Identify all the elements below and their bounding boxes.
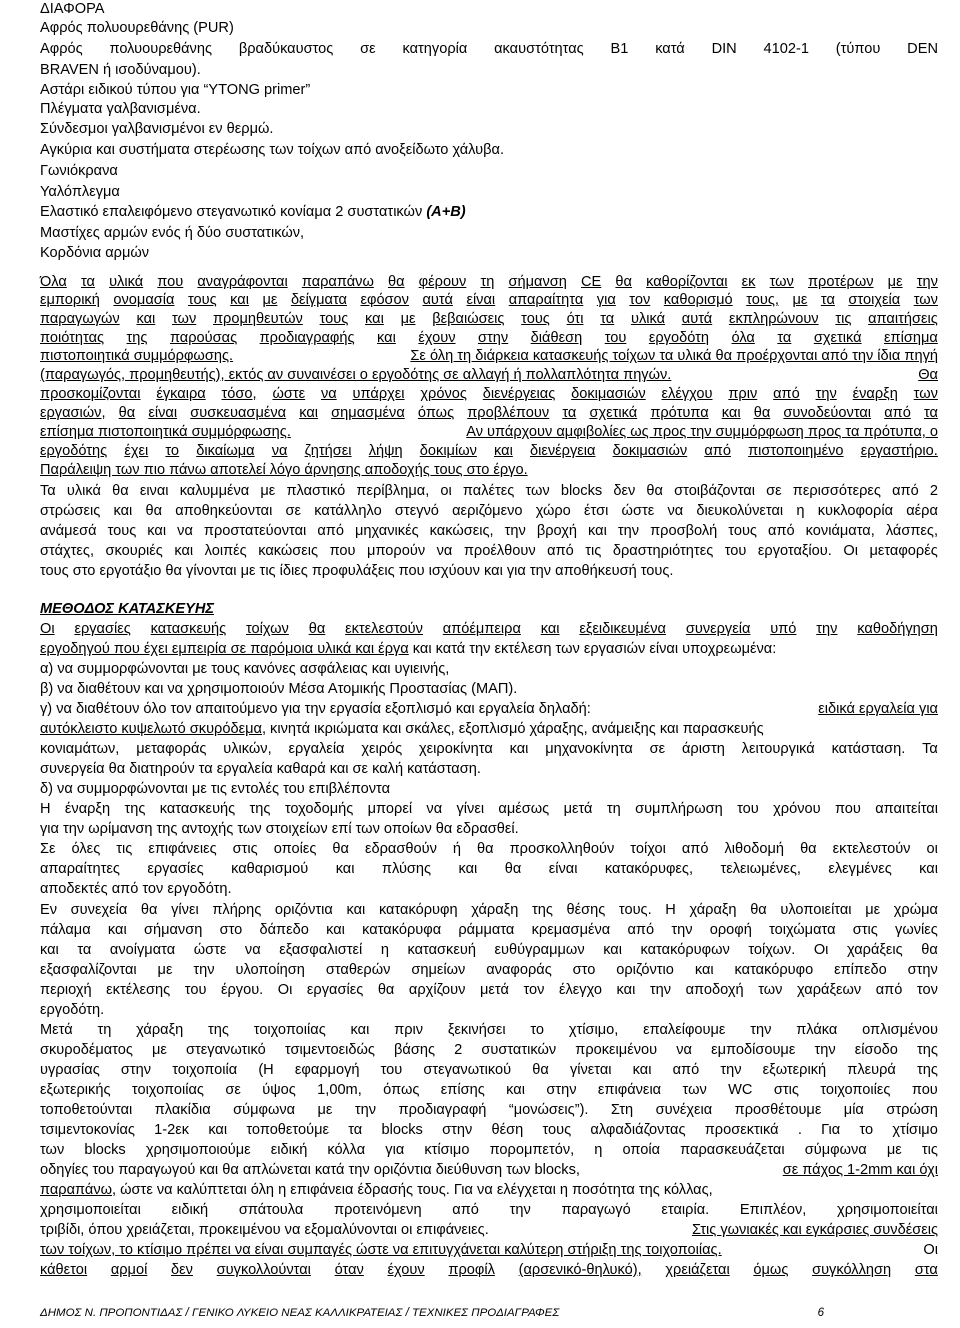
method-line: Η έναρξη της κατασκευής της τοχοδομής μπορεί να γίνει αμέσως μετά τη συμπλήρωση του χρόνου που απαιτείται [40,801,938,817]
material-item: Αφρός πολυουρεθάνης (PUR) [40,20,234,36]
method-line: αυτόκλειστο κυψελωτό σκυρόδεμα, κινητά ικριώματα και σκάλες, εξοπλισμό χάραξης, ανάμειξης και παρασκευής [40,721,764,737]
packaging-line: στρώσεις και θα αποθηκεύονται σε κατάλληλο στεγνό αεριζόμενο χώρο έτσι ώστε να διευκολύνεται η κυκλοφορία αέρα [40,503,938,519]
material-item [40,203,466,222]
method-line: οδηγίες του παραγωγού και θα απλώνεται κατά την οριζόντια διεύθυνση των blocks, σε πάχος 1-2mm και όχι [40,1162,938,1178]
material-item: Αστάρι ειδικού τύπου για “YTONG primer” [40,82,311,98]
footer-text: ΔΗΜΟΣ Ν. ΠΡΟΠΟΝΤΙΔΑΣ / ΓΕΝΙΚΟ ΛΥΚΕΙΟ ΝΕΑΣ ΚΑΛΛΙΚΡΑΤΕΙΑΣ / ΤΕΧΝΙΚΕΣ ΠΡΟΔΙΑΓΡΑΦΕΣ [40,1307,560,1319]
section-heading-diafora: ΔΙΑΦΟΡΑ [40,1,105,17]
method-line: εξασφαλίζονται με την υλοποίηση σταθερών σημείων αναφοράς στο οριζόντιο και κατακόρυφο επίπεδο στην [40,962,938,978]
method-line: Εν συνεχεία θα γίνει πλήρης οριζόντια και κατακόρυφη χάραξη της θέσης τους. Η χάραξη θα υλοποιείται με χρώμα [40,902,938,918]
method-line: περιοχή εκτέλεσης του έργου. Οι εργασίες θα αρχίζουν μετά τον έλεγχο και την αποδοχή των χαράξεων από τον [40,982,938,998]
cert-line: προσκομίζονται έγκαιρα τόσο, ώστε να υπάρχει χρόνος διενέργειας δοκιμασιών ελέγχου πριν από την έναρξη των [40,386,938,402]
method-line: παραπάνω, ώστε να καλύπτεται όλη η επιφάνεια έδρασής τους. Για να ελέγχεται η ποσότητα της κόλλας, [40,1182,713,1198]
packaging-line: Τα υλικά θα ειναι καλυμμένα με πλαστικό περίβλημα, οι παλέτες των blocks δεν θα στοιβάζονται σε περισσότερες από 2 [40,483,938,499]
packaging-line: στάχτες, σκουριές και λοιπές κακώσεις που μπορούν να προέλθουν από τις δραστηριότητες του εργοταξίου. Οι μεταφορές [40,543,938,559]
cert-line: ποιότητας της παρούσας προδιαγραφής και έχουν στην διάθεση του εργοδότη όλα τα σχετικά επίσημα [40,330,938,346]
method-line: των τοίχων, το κτίσιμο πρέπει να είναι συμπαγές ώστε να επιτυγχάνεται καλύτερη στήριξη της τοιχοποιίας. Οι [40,1242,938,1258]
cert-line: (παραγωγός, προμηθευτής), εκτός αν συναινέσει ο εργοδότης σε αλλαγή ή πολλαπλότητα πηγών. Θα [40,367,938,383]
method-line: β) να διαθέτουν και να χρησιμοποιούν Μέσα Ατομικής Προστασίας (ΜΑΠ). [40,681,518,697]
method-line: Σε όλες τις επιφάνειες στις οποίες θα εδρασθούν ή θα προσκολληθούν τοίχοι από λιθοδομή θα εκτελεστούν οι [40,841,938,857]
cert-line: εμπορική ονομασία τους και με δείγματα εφόσον αυτά είναι απαραίτητα για τον καθορισμό τους, με τα στοιχεία των [40,292,938,308]
material-item: Σύνδεσμοι γαλβανισμένοι εν θερμώ. [40,121,274,137]
method-line: χρησιμοποιείται ειδική σπάτουλα προτεινόμενη από την παραγωγό εταιρία. Επιπλέον, χρησιμοποιείται [40,1202,938,1218]
method-line: πάλαμα και σήμανση στο δάπεδο και κατακόρυφα ράμματα κρεμασμένα από την οροφή τοιχώματα στις γωνίες [40,922,938,938]
material-components: (A+B) [426,204,466,220]
method-line: και τα ανοίγματα ώστε να εξασφαλιστεί η κατασκευή ευθύγραμμων και κατακόρυφων τοίχων. Οι χαράξεις θα [40,942,938,958]
method-line: απαραίτητες εργασίες καθαρισμού και πλύσης και θα είναι κατακόρυφες, τελειωμένες, ελεγμένες και [40,861,938,877]
method-line: των blocks χρησιμοποιούμε ειδική κόλλα για κτίσιμο πορομπετόν, η οποία παρασκευάζεται σύμφωνα με τις [40,1142,938,1158]
material-item: Μαστίχες αρμών ενός ή δύο συστατικών, [40,225,305,241]
cert-line: Παράλειψη των πιο πάνω αποτελεί λόγο άρνησης αποδοχής τους στο έργο. [40,462,528,478]
method-line: κάθετοι αρμοί δεν συγκολλούνται όταν έχουν προφίλ (αρσενικό-θηλυκό), χρειάζεται όμως συγκόλληση στα [40,1262,938,1278]
cert-line: πιστοποιητικά συμμόρφωσης. Σε όλη τη διάρκεια κατασκευής τοίχων τα υλικά θα προέρχονται από την ίδια πηγή [40,348,938,364]
method-line: Οι εργασίες κατασκευής τοίχων θα εκτελεστούν απόέμπειρα και εξειδικευμένα συνεργεία υπό την καθοδήγηση [40,621,938,637]
material-item: Αγκύρια και συστήματα στερέωσης των τοίχων από ανοξείδωτο χάλυβα. [40,142,504,158]
method-line: δ) να συμμορφώνονται με τις εντολές του επιβλέποντα [40,781,391,797]
page-footer [40,1307,938,1319]
method-line: αποδεκτές από τον εργοδότη. [40,881,232,897]
packaging-line: ανάμεσά τους και να προστατεύονται από μηχανικές κακώσεις, την βροχή και την προσβολή τους από κονιάματα, λάσπες, [40,523,938,539]
material-item: BRAVEN ή ισοδύναμου). [40,62,201,78]
material-item: Αφρός πολυουρεθάνης βραδύκαυστος σε κατηγορία ακαυστότητας B1 κατά DIN 4102-1 (τύπου DEN [40,41,938,57]
method-line: εργοδηγού που έχει εμπειρία σε παρόμοια υλικά και έργα και κατά την εκτέλεση των εργασιών είναι υποχρεωμένα: [40,641,777,657]
material-item: Γωνιόκρανα [40,163,118,179]
page-number: 6 [817,1307,824,1319]
material-item: Κορδόνια αρμών [40,245,150,261]
method-line: κονιαμάτων, μεταφοράς υλικών, εργαλεία χειρός χειροκίνητα και μηχανοκίνητα σε άριστη λειτουργικά κατάσταση. Τα [40,741,938,757]
method-line: σκυροδέματος με στεγανωτικό τσιμεντοειδώς βάσης 2 συστατικών προκειμένου να εμποδίσουμε την είσοδο της [40,1042,938,1058]
cert-line: εργοδότης έχει το δικαίωμα να ζητήσει λήψη δοκιμίων και διενέργεια δοκιμασιών από πιστοποιημένο εργαστήριο. [40,443,938,459]
method-line: γ) να διαθέτουν όλο τον απαιτούμενο για την εργασία εξοπλισμό και εργαλεία δηλαδή: ειδικά εργαλεία για [40,701,938,717]
method-line: Μετά τη χάραξη της τοιχοποιίας και πριν ξεκινήσει το χτίσιμο, επαλείφουμε την πλάκα οπλισμένου [40,1022,938,1038]
cert-line: Όλα τα υλικά που αναγράφονται παραπάνω θα φέρουν τη σήμανση CE θα καθορίζονται εκ των προτέρων με την [40,274,938,290]
method-line: για την ωρίμανση της αντοχής των στοιχείων επί των οποίων θα εδρασθεί. [40,821,519,837]
cert-line: παραγωγών και των προμηθευτών τους και με βεβαιώσεις τους ότι τα υλικά αυτά εκπληρώνουν τις απαιτήσεις [40,311,938,327]
cert-line: επίσημα πιστοποιητικά συμμόρφωσης. Αν υπάρχουν αμφιβολίες ως προς την συμμόρφωση προς τα πρότυπα, ο [40,424,938,440]
packaging-line: τους στο εργοτάξιο θα γίνονται με τις ίδιες προφυλάξεις που ισχύουν και για την αποθήκευσή τους. [40,563,674,579]
method-line: εργοδότη. [40,1002,105,1018]
method-line: υγρασίας στην τοιχοποιία (Η εφαρμογή του στεγανωτικού θα γίνεται και από την εξωτερική πλευρά της [40,1062,938,1078]
section-heading-method: ΜΕΘΟΔΟΣ ΚΑΤΑΣΚΕΥΗΣ [40,601,214,617]
material-item: Υαλόπλεγμα [40,184,120,200]
method-line: συνεργεία θα διατηρούν τα εργαλεία καθαρά και σε καλή κατάσταση. [40,761,481,777]
cert-line: εργασιών, θα είναι συσκευασμένα και σημασμένα όπως προβλέπουν τα σχετικά πρότυπα και θα συνοδεύονται από τα [40,405,938,421]
method-line: α) να συμμορφώνονται με τους κανόνες ασφάλειας και υγιεινής, [40,661,450,677]
method-line: τσιμεντοκονίας 1-2εκ και τοποθετούμε τα blocks στην θέση τους αλφαδιάζοντας προσεκτικά . Για το χτίσιμο [40,1122,938,1138]
material-item: Πλέγματα γαλβανισμένα. [40,101,201,117]
method-line: τριβίδι, όπου χρειάζεται, προκειμένου να εξομαλύνονται οι επιφάνειες. Στις γωνιακές και εγκάρσιες συνδέσεις [40,1222,938,1238]
method-line: εξωτερικής τοιχοποιίας σε ύψος 1,00m, όπως επίσης και στην επιφάνεια των WC στις τοιχοποιίες που [40,1082,938,1098]
material-text: Ελαστικό επαλειφόμενο στεγανωτικό κονίαμα 2 συστατικών [40,204,423,220]
method-line: τοποθετούνται πλακίδια σύμφωνα με την προδιαγραφή “μονώσεις”). Στη συνέχεια προσθέτουμε μία στρώση [40,1102,938,1118]
